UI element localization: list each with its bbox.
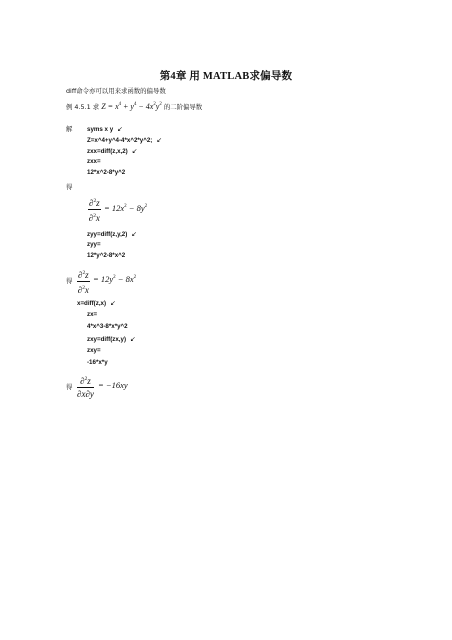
enter-mark: ↙ [156,136,163,144]
code-line: 4*x^3-8*x*y^2 [87,323,128,330]
fraction-denominator: ∂$^2$x [88,213,100,223]
code-line: 12*y^2-8*x^2 [87,252,126,259]
code-line [87,136,162,145]
example-suffix: 的二阶偏导数 [163,103,203,111]
code-line: -16*x*y [87,359,108,366]
result-1-fraction [88,196,101,223]
code-line: zxy= [87,347,101,354]
code-line: 12*x^2-8*y^2 [87,169,126,176]
chapter-title: 第4章 用 MATLAB求偏导数 [159,71,293,82]
enter-mark: ↙ [130,335,136,343]
de-label: 得 [66,277,73,285]
result-2-fraction [77,268,90,295]
fraction-numerator: ∂$^2$z [78,270,89,280]
result-3-rhs: = −16xy [98,380,128,390]
example-label: 例 4.5.1 求 [66,103,100,111]
result-1-rhs: = $12x^2 - 8y^2$ [104,203,148,213]
code-text: zyy=diff(z,y,2) [87,231,128,238]
code-line [87,230,137,239]
code-line [87,335,136,344]
code-text: x=diff(z,x) [77,300,107,307]
code-text: Z=x^4+y^4-4*x^2*y^2; [87,137,153,144]
fraction-denominator: ∂x∂y [77,389,94,399]
code-line: zyy= [87,241,101,248]
result-3-fraction [77,374,94,399]
enter-mark: ↙ [110,299,116,307]
fraction-numerator: ∂$^2$z [89,198,100,208]
solution-label: 解 [66,125,73,133]
de-label: 得 [66,383,73,391]
enter-mark: ↙ [131,230,137,238]
enter-mark: ↙ [117,125,123,133]
code-text: syms x y [87,126,114,133]
code-text: zxx=diff(z,x,2) [87,148,128,155]
code-text: zxy=diff(zx,y) [87,336,127,343]
fraction-numerator: ∂$^2$z [77,374,94,388]
de-label: 得 [66,183,73,191]
example-line [66,101,202,111]
enter-mark: ↙ [131,147,138,155]
result-2-rhs: = $12y^2 - 8x^2$ [93,274,137,284]
code-line [87,125,123,134]
code-line: zxx= [87,158,101,165]
fraction-denominator: ∂$^2$x [77,285,89,295]
code-line: zx= [87,311,98,318]
code-line [87,147,137,156]
intro-text: diff命令亦可以用来求函数的偏导数 [66,87,166,95]
code-line [77,299,116,308]
example-formula: $Z = x^4 + y^4 - 4x^2y^2$ [101,102,162,111]
